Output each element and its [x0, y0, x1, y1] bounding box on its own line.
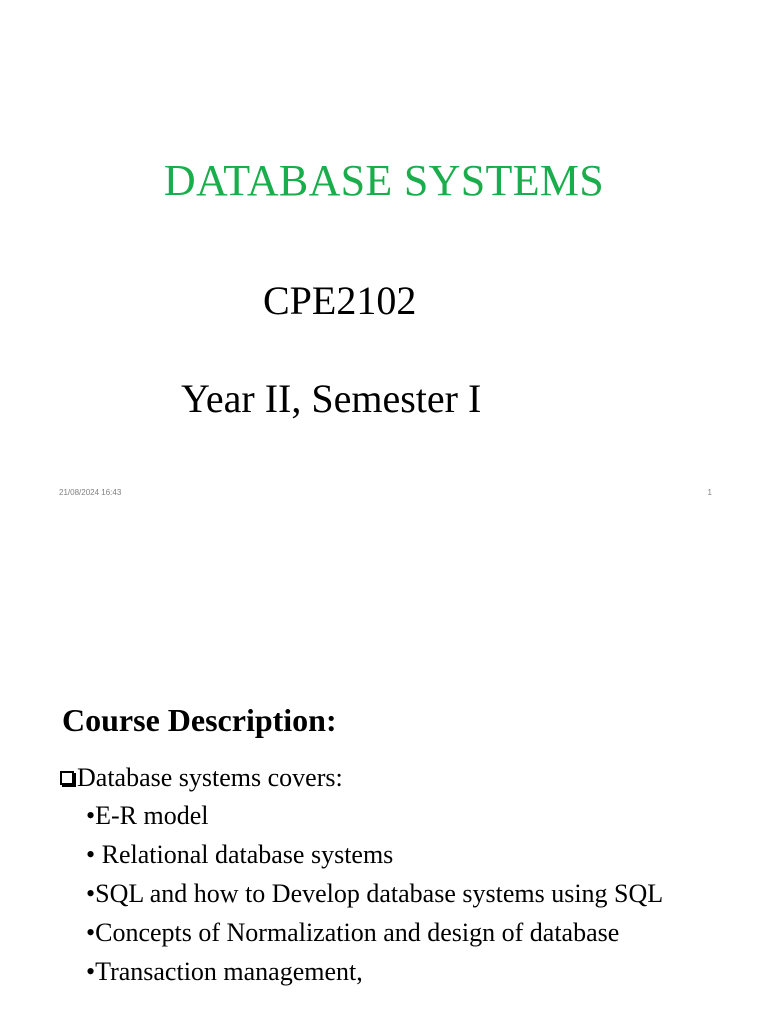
list-item: •Concepts of Normalization and design of database: [86, 918, 620, 947]
square-bullet-icon: [60, 771, 74, 785]
slide-course-description: [0, 512, 768, 1024]
list-item: •Transaction management,: [86, 957, 363, 986]
slide-title-heading: DATABASE SYSTEMS: [163, 156, 605, 205]
list-item: •E-R model: [86, 801, 209, 830]
year-semester: Year II, Semester I: [181, 376, 482, 421]
lead-bullet: [60, 762, 343, 794]
course-code: CPE2102: [263, 278, 417, 323]
page-number: 1: [707, 488, 712, 497]
lead-text: Database systems covers:: [77, 763, 343, 792]
footer-date: 21/08/2024 16:43: [59, 488, 122, 497]
list-item: •SQL and how to Develop database systems using SQL: [86, 879, 664, 908]
section-heading: Course Description:: [62, 702, 337, 738]
topic-list: [86, 800, 710, 995]
list-item: • Relational database systems: [86, 840, 394, 869]
